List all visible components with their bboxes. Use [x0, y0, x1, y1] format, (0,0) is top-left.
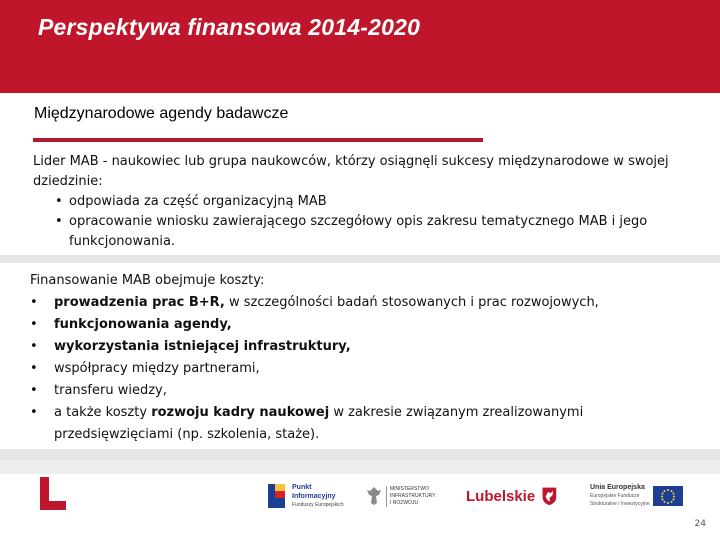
cost-item: • prowadzenia prac B+R, w szczególności badań stosowanych i prac rozwojowych,: [30, 292, 700, 314]
logo-text: Lubelskie: [466, 487, 536, 505]
subtitle-underline: [33, 138, 483, 142]
page-title: Perspektywa finansowa 2014-2020: [38, 14, 421, 40]
eu-flag-icon: [653, 486, 683, 506]
intro-list: [33, 192, 693, 252]
logo-text: MINISTERSTWO: [390, 485, 429, 492]
page-number: 24: [694, 519, 706, 529]
intro-block: [33, 152, 693, 252]
costs-list: [30, 292, 700, 446]
logo-text: Punkt: [292, 483, 312, 491]
cost-item: • współpracy między partnerami,: [30, 358, 700, 380]
intro-item: • opracowanie wniosku zawierającego szczegółowy opis zakresu tematycznego MAB i jego funkcjonowania.: [53, 212, 693, 252]
unia-europejska-logo: [590, 476, 690, 516]
logo-text: Funduszy Europejskich: [292, 501, 344, 508]
cost-item: • a także koszty rozwoju kadry naukowej w zakresie związanym zrealizowanymi przedsięwzięciami (np. szkolenia, staże).: [30, 402, 700, 446]
cost-item: • funkcjonowania agendy,: [30, 314, 700, 336]
coat-of-arms-icon: [541, 483, 558, 509]
cost-item: • transferu wiedzy,: [30, 380, 700, 402]
intro-lead: Lider MAB - naukowiec lub grupa naukowców, którzy osiągnęli sukcesy międzynarodowe w swojej dziedzinie:: [33, 154, 669, 189]
logo-text: Europejskie Fundusze: [590, 493, 640, 499]
logo-text: I ROZWOJU: [390, 499, 419, 506]
logo-text: Strukturalne i Inwestycyjne: [590, 501, 650, 507]
lubelskie-l-logo: [38, 473, 68, 515]
costs-block: [30, 270, 700, 446]
logo-text: Informacyjny: [292, 492, 336, 500]
cost-item: • wykorzystania istniejącej infrastruktury,: [30, 336, 700, 358]
punkt-informacyjny-logo: [266, 476, 358, 516]
logo-text: Unia Europejska: [590, 484, 645, 491]
costs-lead: Finansowanie MAB obejmuje koszty:: [30, 273, 265, 288]
lubelskie-logo: [466, 476, 558, 516]
footer-stripe: [0, 460, 720, 474]
intro-item: • odpowiada za część organizacyjną MAB: [53, 192, 693, 212]
logo-text: INFRASTRUKTURY: [390, 492, 436, 499]
decor-stripe: [0, 255, 720, 263]
fe-flag-icon: [266, 481, 288, 511]
eagle-emblem-icon: [366, 485, 382, 507]
ministerstwo-logo: [366, 476, 450, 516]
section-subtitle: Międzynarodowe agendy badawcze: [34, 105, 289, 122]
